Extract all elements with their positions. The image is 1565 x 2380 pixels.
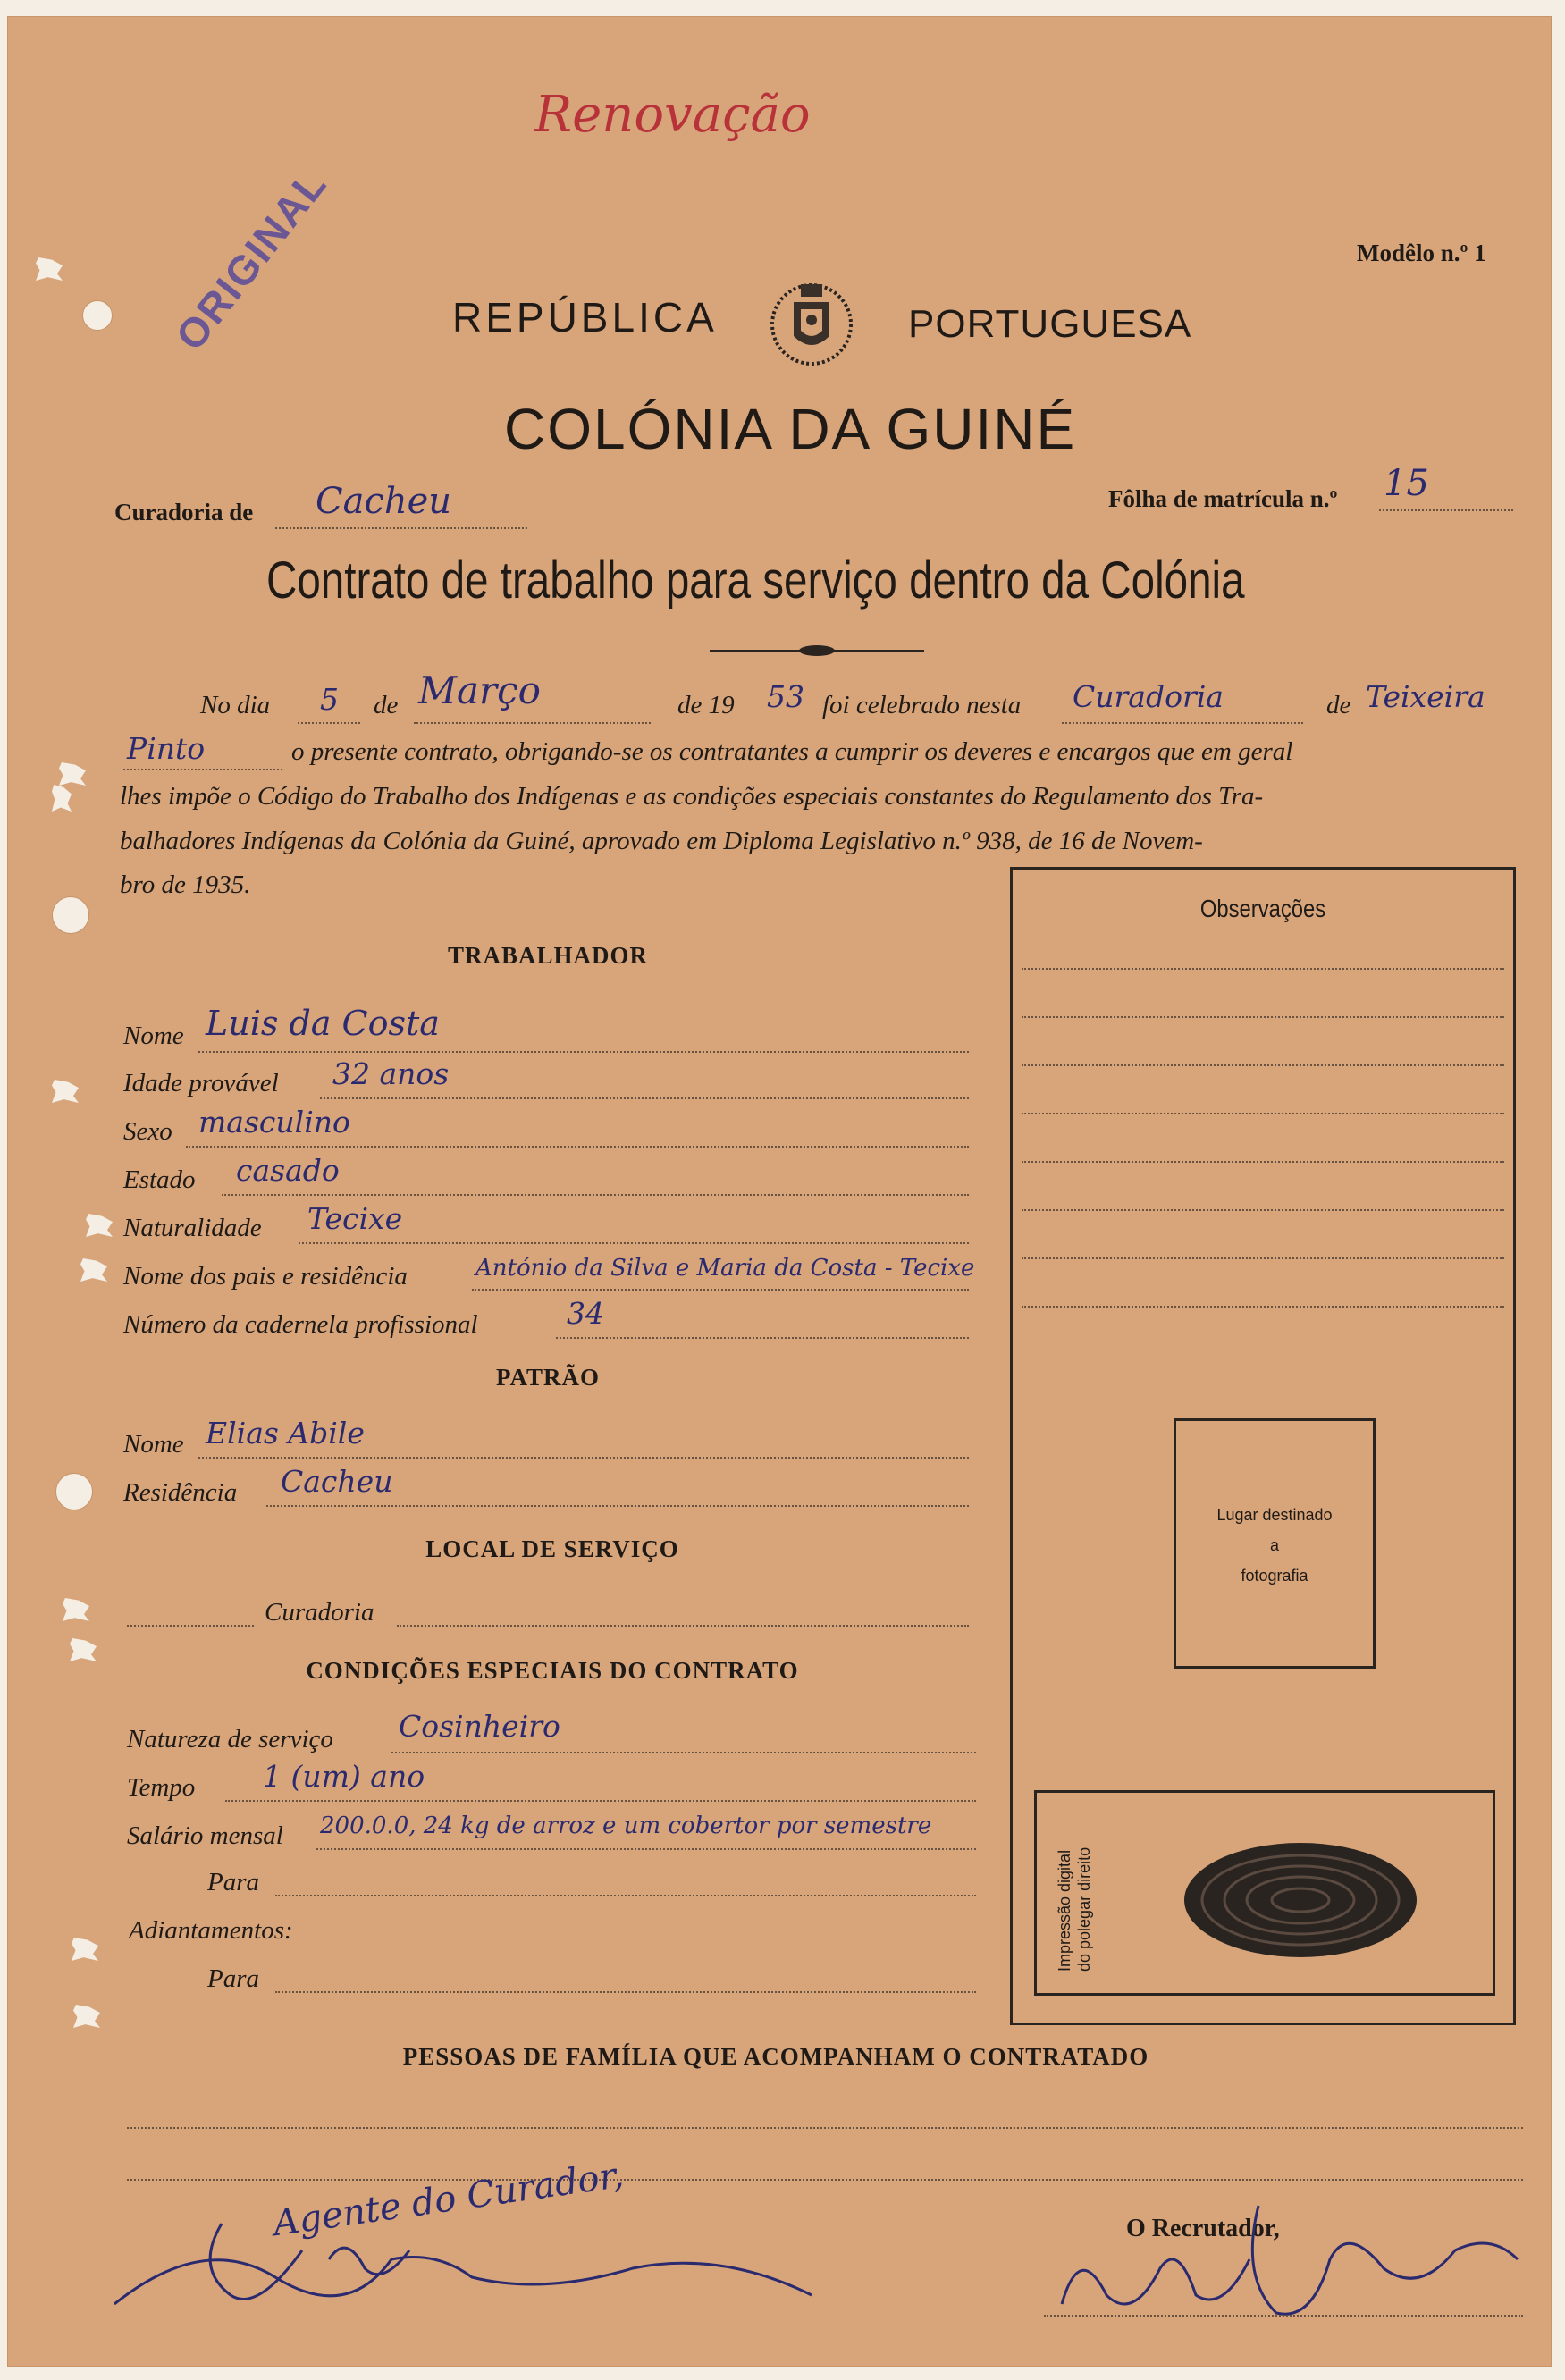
worker-sex: masculino	[198, 1105, 350, 1140]
intro-line4: balhadores Indígenas da Colónia da Guiné, aprovado em Diploma Legislativo n.º 938, de 16 de Novem-	[120, 827, 1203, 855]
fingerprint-box	[1034, 1790, 1495, 1996]
paper-tear	[72, 1938, 98, 1961]
paper-tear	[73, 2005, 100, 2028]
recruiter-signature	[1044, 2188, 1527, 2340]
paper-tear	[80, 1258, 107, 1282]
folha-label: Fôlha de matrícula n.º	[1108, 485, 1338, 512]
worker-booklet-number: 34	[567, 1296, 604, 1331]
coat-of-arms-icon	[758, 275, 865, 374]
section-local: LOCAL DE SERVIÇO	[425, 1535, 679, 1562]
intro-line3: lhes impõe o Código do Trabalho dos Indígenas e as condições especiais constantes do Regulamento dos Tra-	[120, 782, 1264, 811]
employer-residence: Cacheu	[281, 1464, 393, 1499]
fingerprint-label-2: do polegar direito	[1075, 1846, 1093, 1972]
agent-label: Agente do Curador,	[270, 2154, 627, 2245]
contract-day: 5	[320, 682, 339, 717]
paper-tear	[36, 257, 63, 281]
photo-placeholder	[1174, 1418, 1376, 1669]
curadoria-value: Cacheu	[316, 481, 452, 522]
recruiter-label: O Recrutador,	[1126, 2215, 1280, 2242]
worker-name: Luis da Costa	[206, 1004, 440, 1043]
punch-hole	[82, 300, 113, 331]
paper-tear	[63, 1598, 89, 1621]
photo-label-2: a	[1269, 1536, 1279, 1554]
republic-right: PORTUGUESA	[908, 302, 1192, 346]
section-trabalhador: TRABALHADOR	[447, 942, 649, 969]
colony-name: COLÓNIA DA GUINÉ	[504, 397, 1077, 461]
section-familia: PESSOAS DE FAMÍLIA QUE ACOMPANHAM O CONTRATADO	[402, 2043, 1149, 2070]
agent-signature	[97, 2197, 829, 2331]
republic-left: REPÚBLICA	[452, 294, 718, 341]
contract-place2b: Pinto	[127, 731, 206, 766]
contract-title: Contrato de trabalho para serviço dentro da Colónia	[266, 551, 1245, 610]
intro-line2: o presente contrato, obrigando-se os contratantes a cumprir os deveres e encargos que em geral	[291, 737, 1293, 766]
observacoes-box	[1010, 867, 1516, 2025]
paper-tear	[70, 1638, 97, 1661]
photo-label-3: fotografia	[1241, 1567, 1308, 1585]
contract-page: Renovação ORIGINAL Modêlo n.º 1 REPÚBLICA PORTUGUESA COLÓNIA DA GUINÉ Curadoria de Cacheu Fôlha de matrícula n.º 15 Contrato de trabalho para serviço dentro da Colónia No dia 5 de Março de 19 53 foi celebrado nesta Curadoria de Teixeira Pinto o presente contrato, obrigando-se os contratantes a cumprir os deveres e encargos que em geral lhes impõe o Código do Trabalho dos Indígenas e as condições especiais constantes do Regulamento dos Tra- balhadores Indígenas da Colónia da Guiné, aprovado em Diploma Legislativo n.º 938, de 16 de Novem- bro de 1935. TRABALHADOR Nome Luis da Costa Idade provável 32 anos Sexo masculino Estado casado Naturalidade Tecixe Nome dos pais e residência António da Silva e Maria da Costa - Tecixe Número da cadernela profissional 34 PATRÃO Nome Elias Abile Residência Cacheu LOCAL DE SERVIÇO Curadoria CONDIÇÕES ESPECIAIS DO CONTRATO Natureza de serviço Cosinheiro Tempo 1 (um) ano Salário mensal 200.0.0, 24 kg de arroz e um cobertor por semestre Para Adiantamentos: Para Observações Lugar destinado a fotografia Impressão digital do polegar direito PESSOAS DE FAMÍLIA QUE ACOMPANHAM O CONTRATADO Agente do Curador, O Recrutador,	[7, 16, 1552, 2367]
fingerprint-icon	[1180, 1838, 1421, 1963]
punch-hole	[52, 896, 89, 934]
worker-marital-status: casado	[236, 1153, 340, 1188]
contract-year: 53	[767, 679, 804, 714]
worker-birthplace: Tecixe	[307, 1201, 403, 1236]
punch-hole	[55, 1473, 93, 1510]
intro-line5: bro de 1935.	[120, 870, 251, 899]
worker-parents: António da Silva e Maria da Costa - Tecixe	[475, 1255, 975, 1282]
employer-name: Elias Abile	[206, 1416, 365, 1451]
fingerprint-label-1: Impressão digital	[1056, 1849, 1073, 1972]
section-patrao: PATRÃO	[496, 1364, 600, 1391]
service-nature: Cosinheiro	[399, 1709, 560, 1744]
observacoes-heading: Observações	[1199, 895, 1326, 922]
contract-duration: 1 (um) ano	[263, 1759, 425, 1794]
model-number: Modêlo n.º 1	[1357, 240, 1486, 266]
paper-tear	[52, 1080, 79, 1103]
contract-place: Curadoria	[1073, 679, 1224, 714]
monthly-salary: 200.0.0, 24 kg de arroz e um cobertor por semestre	[320, 1812, 932, 1839]
folha-value: 15	[1384, 463, 1429, 504]
paper-tear	[59, 762, 86, 786]
worker-age: 32 anos	[332, 1056, 450, 1091]
section-condicoes: CONDIÇÕES ESPECIAIS DO CONTRATO	[306, 1657, 799, 1684]
ornament-divider	[710, 642, 924, 660]
paper-tear	[86, 1214, 113, 1237]
renewal-stamp: Renovação	[534, 86, 811, 144]
photo-label-1: Lugar destinado	[1216, 1506, 1333, 1524]
paper-tear	[52, 785, 72, 812]
original-stamp: ORIGINAL	[166, 160, 336, 359]
contract-month: Março	[418, 669, 541, 712]
contract-place2a: Teixeira	[1366, 679, 1485, 714]
curadoria-label: Curadoria de	[114, 499, 254, 526]
